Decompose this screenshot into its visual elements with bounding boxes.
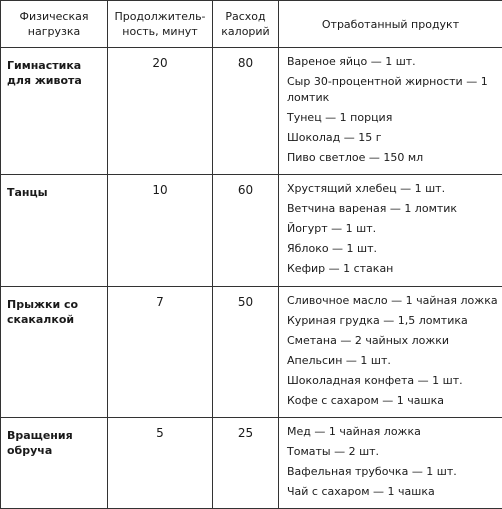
header-row — [1, 1, 502, 48]
product-item: Шоколадная конфета — 1 шт. — [287, 373, 463, 387]
product-item: Чай с сахаром — 1 чашка — [287, 485, 435, 499]
table-row — [1, 286, 502, 418]
product-item: Хрустящий хлебец — 1 шт. — [287, 182, 446, 196]
product-item: Кофе с сахаром — 1 чашка — [287, 393, 444, 407]
activity-name: Вращения обруча — [1, 418, 108, 509]
duration-value: 10 — [108, 175, 213, 286]
product-cell — [279, 175, 502, 286]
table-row — [1, 175, 502, 286]
product-list — [279, 287, 502, 415]
product-item: Мед — 1 чайная ложка — [287, 425, 421, 439]
product-cell — [279, 286, 502, 418]
product-cell — [279, 418, 502, 509]
header-product: Отработанный продукт — [279, 1, 502, 48]
product-item: Шоколад — 15 г — [287, 131, 382, 144]
product-cell — [279, 48, 502, 175]
header-duration: Продолжитель-ность, минут — [108, 1, 213, 48]
calories-value: 80 — [213, 48, 279, 175]
product-item: Томаты — 2 шт. — [287, 445, 380, 459]
product-list — [279, 48, 502, 172]
product-item: Яблоко — 1 шт. — [287, 242, 378, 256]
activity-name: Прыжки со скакалкой — [1, 286, 108, 418]
product-item: Вареное яйцо — 1 шт. — [287, 55, 416, 68]
product-item: Сливочное масло — 1 чайная ложка — [287, 293, 498, 307]
header-activity: Физическая нагрузка — [1, 1, 108, 48]
activity-name: Танцы — [1, 175, 108, 286]
product-list — [279, 418, 502, 506]
product-item: Ветчина вареная — 1 ломтик — [287, 202, 458, 216]
duration-value: 7 — [108, 286, 213, 418]
product-item: Сметана — 2 чайных ложки — [287, 333, 450, 347]
header-calories: Расход калорий — [213, 1, 279, 48]
product-item: Сыр 30-процентной жирности — 1 ломтик — [287, 75, 488, 104]
calories-value: 60 — [213, 175, 279, 286]
duration-value: 20 — [108, 48, 213, 175]
product-item: Кефир — 1 стакан — [287, 262, 394, 276]
product-item: Куриная грудка — 1,5 ломтика — [287, 313, 468, 327]
product-item: Апельсин — 1 шт. — [287, 353, 391, 367]
duration-value: 5 — [108, 418, 213, 509]
activity-name: Гимнастика для живота — [1, 48, 108, 175]
product-item: Тунец — 1 порция — [287, 111, 393, 124]
product-list — [279, 175, 502, 283]
calories-value: 50 — [213, 286, 279, 418]
table-row — [1, 48, 502, 175]
product-item: Йогурт — 1 шт. — [287, 222, 377, 236]
product-item: Пиво светлое — 150 мл — [287, 151, 424, 164]
table-row — [1, 418, 502, 509]
calories-value: 25 — [213, 418, 279, 509]
product-item: Вафельная трубочка — 1 шт. — [287, 465, 457, 479]
